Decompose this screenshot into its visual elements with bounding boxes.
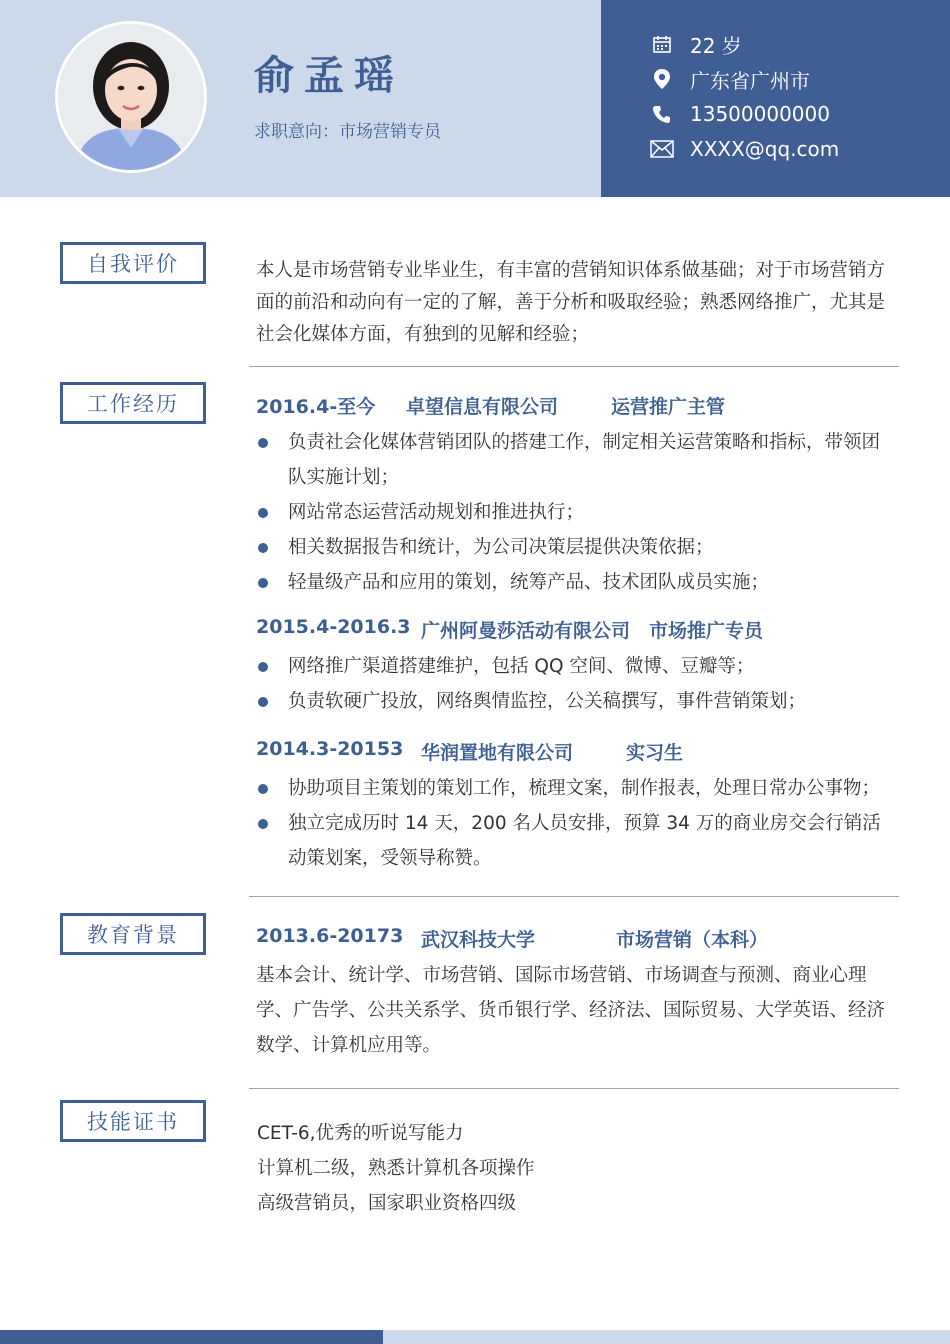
mail-icon: [650, 137, 674, 161]
candidate-name: 俞孟瑶: [254, 53, 404, 99]
job-period: 2014.3-20153: [256, 738, 404, 760]
list-item: [256, 530, 896, 565]
list-item: [256, 425, 896, 495]
duty-text: 网络推广渠道搭建维护，包括 QQ 空间、微博、豆瓣等；: [288, 656, 755, 677]
bullet-dot-icon: [258, 508, 268, 518]
section-title-skills: 技能证书: [60, 1100, 206, 1142]
bullet-dot-icon: [258, 438, 268, 448]
phone-icon: [650, 102, 674, 126]
duty-text: 负责社会化媒体营销团队的搭建工作，制定相关运营策略和指标，带领团队实施计划；: [288, 432, 881, 488]
section-divider: [249, 1088, 899, 1089]
duty-text: 负责软硬广投放，网络舆情监控，公关稿撰写，事件营销策划；: [288, 691, 807, 712]
job-position: 实习生: [626, 742, 684, 764]
duty-text: 独立完成历时 14 天，200 名人员安排，预算 34 万的商业房交会行销活动策划案，受领导称赞。: [288, 813, 881, 869]
list-item: [256, 684, 896, 719]
bullet-dot-icon: [258, 784, 268, 794]
section-title-work-experience: 工作经历: [60, 382, 206, 424]
duty-text: 相关数据报告和统计，为公司决策层提供决策依据；: [288, 537, 714, 558]
footer-bar-dark: [0, 1330, 383, 1344]
duty-text: 网站常态运营活动规划和推进执行；: [288, 502, 585, 523]
self-evaluation-text: 本人是市场营销专业毕业生，有丰富的营销知识体系做基础；对于市场营销方面的前沿和动向有一定的了解，善于分析和吸取经验；熟悉网络推广，尤其是社会化媒体方面，有独到的见解和经验；: [256, 260, 886, 345]
skill-item: 高级营销员，国家职业资格四级: [257, 1193, 517, 1214]
job-intent: 求职意向：市场营销专员: [254, 122, 441, 142]
education-courses: [256, 958, 896, 1063]
job-period: 2016.4-至今: [256, 396, 376, 418]
location-pin-icon: [650, 67, 674, 91]
skill-item: 计算机二级，熟悉计算机各项操作: [257, 1158, 535, 1179]
contact-email: [650, 135, 839, 163]
list-item: [256, 649, 896, 684]
calendar-icon: [650, 32, 674, 56]
email-text: XXXX@qq.com: [690, 137, 840, 161]
section-title-self-evaluation: 自我评价: [60, 242, 206, 284]
job-company: 华润置地有限公司: [421, 742, 574, 764]
location-text: 广东省广州市: [690, 68, 810, 93]
bullet-dot-icon: [258, 578, 268, 588]
section-title-education: 教育背景: [60, 913, 206, 955]
list-item: [256, 495, 896, 530]
list-item: [256, 565, 896, 600]
duty-text: 协助项目主策划的策划工作，梳理文案，制作报表，处理日常办公事物；: [288, 778, 881, 799]
bullet-dot-icon: [258, 543, 268, 553]
list-item: [256, 771, 896, 806]
section-divider: [249, 366, 899, 367]
footer-bar-light: [383, 1330, 950, 1344]
job-company: 卓望信息有限公司: [406, 396, 559, 418]
bullet-dot-icon: [258, 697, 268, 707]
job-period: 2015.4-2016.3: [256, 616, 411, 638]
courses-text: 基本会计、统计学、市场营销、国际市场营销、市场调查与预测、商业心理学、广告学、公共关系学、货币银行学、经济法、国际贸易、大学英语、经济数学、计算机应用等。: [256, 965, 886, 1056]
avatar: [55, 21, 207, 173]
phone-text: 13500000000: [690, 102, 830, 126]
education-major: 市场营销（本科）: [616, 929, 769, 951]
contact-phone: [650, 100, 830, 128]
contact-age: [650, 30, 742, 58]
section-divider: [249, 896, 899, 897]
bullet-dot-icon: [258, 819, 268, 829]
bullet-dot-icon: [258, 662, 268, 672]
job-position: 运营推广主管: [611, 396, 726, 418]
list-item: [256, 806, 896, 876]
contact-location: [650, 65, 810, 93]
education-school: 武汉科技大学: [421, 929, 536, 951]
skill-item: CET-6,优秀的听说写能力: [257, 1123, 464, 1144]
job-position: 市场推广专员: [649, 620, 764, 642]
job-company: 广州阿曼莎活动有限公司: [421, 620, 631, 642]
duty-text: 轻量级产品和应用的策划，统筹产品、技术团队成员实施；: [288, 572, 770, 593]
age-text: 22 岁: [690, 33, 742, 58]
education-period: 2013.6-20173: [256, 925, 404, 947]
